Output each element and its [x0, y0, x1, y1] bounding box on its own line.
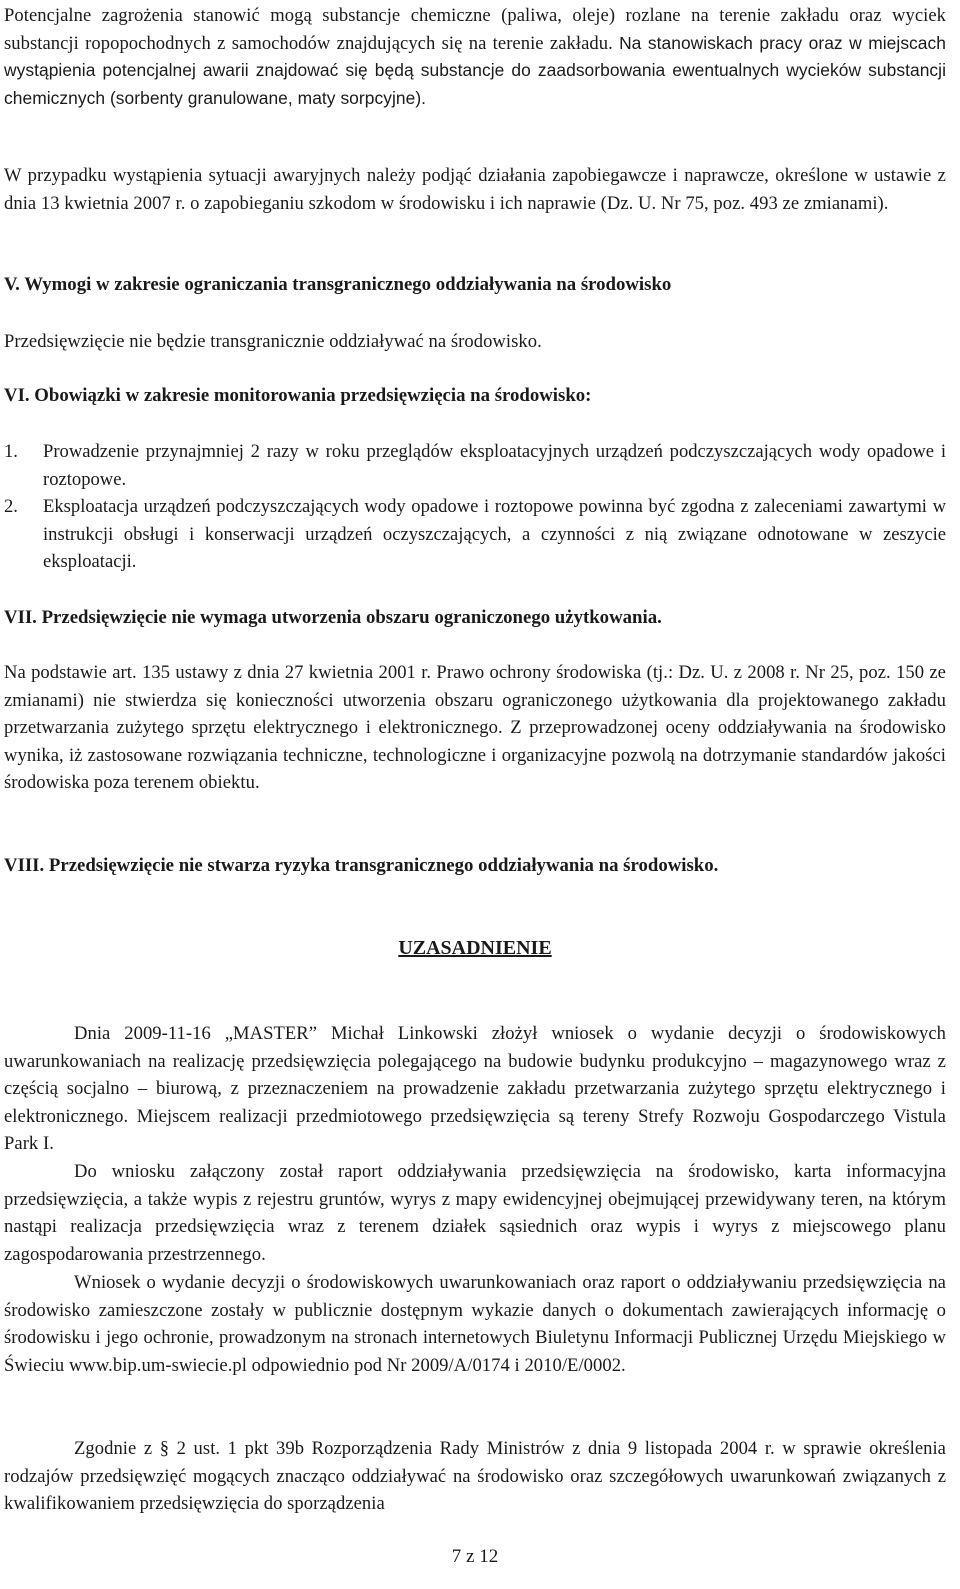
justification-paragraph-2: Do wniosku załączony został raport oddziaływania przedsięwzięcia na środowisko, karta informacyjna przedsięwzięcia, a także wypis z rejestru gruntów, wyrys z mapy ewidencyjnej obejmującej przewidywany teren, na którym nastąpi realizacja przedsięwzięcia wraz z terenem działek sąsiednich oraz wypis i wyrys z miejscowego planu zagospodarowania przestrzennego.: [4, 1161, 946, 1265]
list-item-number: 2.: [4, 496, 18, 518]
page-number: 7 z 12: [451, 1546, 499, 1567]
list-item-number: 1.: [4, 441, 18, 462]
section-vi-heading: VI. Obowiązki w zakresie monitorowania przedsięwzięcia na środowisko:: [4, 385, 592, 406]
justification-paragraph-3: Wniosek o wydanie decyzji o środowiskowych uwarunkowaniach oraz raport o oddziaływaniu przedsięwzięcia na środowisko zamieszczone zostały w publicznie dostępnym wykazie danych o dokumentach zawierających informację o środowisku i jego ochronie, prowadzonym na stronach internetowych Biuletynu Informacji Publicznej Urzędu Miejskiego w Świeciu www.bip.um-swiecie.pl odpowiednio pod Nr 2009/A/0174 i 2010/E/0002.: [4, 1272, 946, 1376]
hazard-paragraph: [4, 2, 946, 112]
list-item-text: Eksploatacja urządzeń podczyszczających wody opadowe i roztopowe powinna być zgodna z zaleceniami zawartymi w instrukcji obsługi i konserwacji urządzeń oczyszczających, a czynności z nią związane odnotowane w zeszycie eksploatacji.: [43, 496, 946, 573]
monitoring-list: [4, 438, 946, 576]
emergency-paragraph: W przypadku wystąpienia sytuacji awaryjnych należy podjąć działania zapobiegawcze i naprawcze, określone w ustawie z dnia 13 kwietnia 2007 r. o zapobieganiu szkodom w środowisku i ich naprawie (Dz. U. Nr 75, poz. 493 ze zmianami).: [4, 165, 946, 214]
land-use-paragraph: Na podstawie art. 135 ustawy z dnia 27 kwietnia 2001 r. Prawo ochrony środowiska (tj.: Dz. U. z 2008 r. Nr 25, poz. 150 ze zmianami) nie stwierdza się konieczności utworzenia obszaru ograniczonego użytkowania dla projektowanego zakładu przetwarzania zużytego sprzętu elektrycznego i elektronicznego. Z przeprowadzonej oceny oddziaływania na środowisko wynika, iż zastosowane rozwiązania techniczne, technologiczne i organizacyjne pozwolą na dotrzymanie standardów jakości środowiska poza terenem obiektu.: [4, 662, 946, 794]
justification-paragraph-4: Zgodnie z § 2 ust. 1 pkt 39b Rozporządzenia Rady Ministrów z dnia 9 listopada 2004 r. w sprawie określenia rodzajów przedsięwzięć mogących znacząco oddziaływać na środowisko oraz szczegółowych uwarunkowań związanych z kwalifikowaniem przedsięwzięcia do sporządzenia: [4, 1438, 946, 1515]
section-vii-heading: VII. Przedsięwzięcie nie wymaga utworzenia obszaru ograniczonego użytkowania.: [4, 607, 662, 628]
list-item: [4, 493, 946, 576]
justification-paragraph-1: Dnia 2009-11-16 „MASTER” Michał Linkowski złożył wniosek o wydanie decyzji o środowiskowych uwarunkowaniach na realizację przedsięwzięcia polegającego na budowie budynku produkcyjno – magazynowego wraz z częścią socjalno – biurową, z przeznaczeniem na prowadzenie zakładu przetwarzania zużytego sprzętu elektrycznego i elektronicznego. Miejscem realizacji przedmiotowego przedsięwzięcia są tereny Strefy Rozwoju Gospodarczego Vistula Park I.: [4, 1023, 946, 1155]
hazard-text-serif: Potencjalne zagrożenia stanowić mogą substancje chemiczne (paliwa, oleje) rozlane na terenie zakładu oraz wyciek substancji ropopochodnych z samochodów znajdujących się na terenie zakładu.: [4, 5, 946, 54]
list-item: [4, 438, 946, 493]
section-viii-heading: VIII. Przedsięwzięcie nie stwarza ryzyka transgranicznego oddziaływania na środowisko.: [4, 855, 719, 876]
hazard-text-sans: Na stanowiskach pracy oraz w miejscach wystąpienia potencjalnej awarii znajdować się będą substancje do zaadsorbowania ewentualnych wycieków substancji chemicznych (sorbenty granulowane, maty sorpcyjne).: [4, 32, 946, 108]
transboundary-paragraph: Przedsięwzięcie nie będzie transgranicznie oddziaływać na środowisko.: [4, 331, 542, 352]
section-v-heading: V. Wymogi w zakresie ograniczania transgranicznego oddziaływania na środowisko: [4, 274, 672, 295]
list-item-text: Prowadzenie przynajmniej 2 razy w roku przeglądów eksploatacyjnych urządzeń podczyszczających wody opadowe i roztopowe.: [43, 441, 946, 490]
uzasadnienie-title: UZASADNIENIE: [398, 937, 552, 959]
